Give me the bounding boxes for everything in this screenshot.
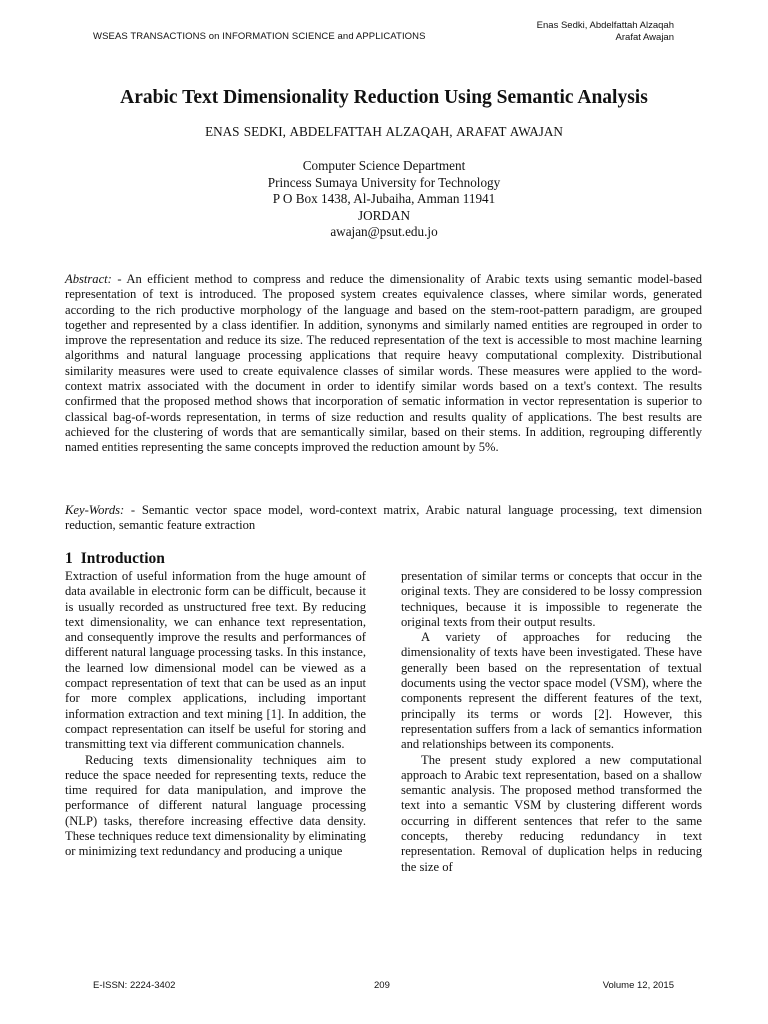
affiliation-university: Princess Sumaya University for Technology (267, 174, 501, 190)
affiliation-country: JORDAN (357, 207, 411, 223)
abstract (65, 272, 702, 456)
section-title: Introduction (80, 550, 165, 567)
abstract-label: Abstract: (65, 272, 112, 286)
affiliation-department: Computer Science Department (302, 158, 466, 173)
footer-volume: Volume 12, 2015 (602, 980, 674, 991)
abstract-text: - An efficient method to compress and reduce the dimensionality of Arabic texts using semantic model-based representation of text is introduced. The proposed system creates equivalence classes, where similar words, generated according to the rich productive morphology of the language and based on the stem-root-pattern paradigm, are grouped together and represented by a class identifier. In addition, synonyms and similarly named entities are regrouped in order to improve the representation and reduce its size. The reduced representation of the text is accessible to most machine learning algorithms and natural language processing applications that require heavy computational complexity. Distributional similarity measures were used to create equivalence classes of similar words. These measures were applied to the word-context matrix associated with the document in order to identify similar words based on a text's context. The results confirmed that the proposed method shows that incorporation of sematic information in vector representation is superior to classical bag-of-words representation, in terms of size reduction and results quality of applications. The best results are achieved for the clustering of words that are semantically similar, based on their stems. In addition, regrouping differently named entities representing the same concepts improved the reduction amount by 5%. (65, 272, 702, 455)
running-authors-line-2: Arafat Awajan (615, 32, 674, 43)
section-heading (65, 550, 165, 568)
author-email[interactable]: awajan@psut.edu.jo (330, 224, 438, 239)
paper-title: Arabic Text Dimensionality Reduction Using Semantic Analysis (120, 87, 648, 108)
journal-header: WSEAS TRANSACTIONS on INFORMATION SCIENCE and APPLICATIONS (93, 31, 426, 42)
paragraph: A variety of approaches for reducing the dimensionality of texts have been investigated. These have generally been based on the representation of textual documents using the vector space model (VSM), where the components represent the different features of the text, principally its terms or words [2]. However, this representation suffers from a lack of semantics information and relationships between its components. (401, 630, 702, 752)
paragraph: Extraction of useful information from the huge amount of data available in electronic form can be difficult, because it is usually recorded as unstructured free text. By reducing text dimensionality, we can enhance text representation, and consequently improve the results and performances of different natural language processing tasks. In this instance, the learned low dimensional model can be viewed as a compact representation of text that can be used as an input for more complex applications, including important information extraction and text mining [1]. In addition, the compact representation can itself be useful for storing and transmitting text via different communication channels. (65, 569, 366, 752)
affiliation-block (64, 158, 704, 241)
paragraph: Reducing texts dimensionality techniques aim to reduce the space needed for representing texts, reduce the time required for data manipulation, and improve the performance of different natural language processing (NLP) tasks, therefore increasing effective data density. These techniques reduce text dimensionality by eliminating or minimizing text redundancy and producing a unique (65, 752, 366, 859)
running-authors (537, 20, 674, 44)
running-authors-line-1: Enas Sedki, Abdelfattah Alzaqah (536, 20, 674, 31)
section-number: 1 (65, 550, 73, 567)
keywords-label: Key-Words: (65, 503, 125, 517)
affiliation-address: P O Box 1438, Al-Jubaiha, Amman 11941 (272, 191, 496, 206)
paragraph: presentation of similar terms or concepts that occur in the original texts. They are considered to be lossy compression techniques, because it is impossible to regenerate the original texts from their output results. (401, 569, 702, 629)
paragraph: The present study explored a new computational approach to Arabic text representation, based on a shallow semantic analysis. The proposed method transformed the text into a semantic VSM by clustering different words occurring in different sentences that refer to the same concepts, thereby reducing redundancy in text representation. Removal of duplication helps in reducing the size of (401, 752, 702, 874)
body-column-right (401, 569, 702, 875)
body-column-left (65, 569, 366, 860)
page-number: 209 (374, 980, 390, 991)
keywords (65, 503, 702, 534)
keywords-text: - Semantic vector space model, word-context matrix, Arabic natural language processing, text dimension reduction, semantic feature extraction (65, 503, 702, 533)
author-list: ENAS SEDKI, ABDELFATTAH ALZAQAH, ARAFAT AWAJAN (205, 124, 563, 139)
footer-issn: E-ISSN: 2224-3402 (93, 980, 176, 991)
